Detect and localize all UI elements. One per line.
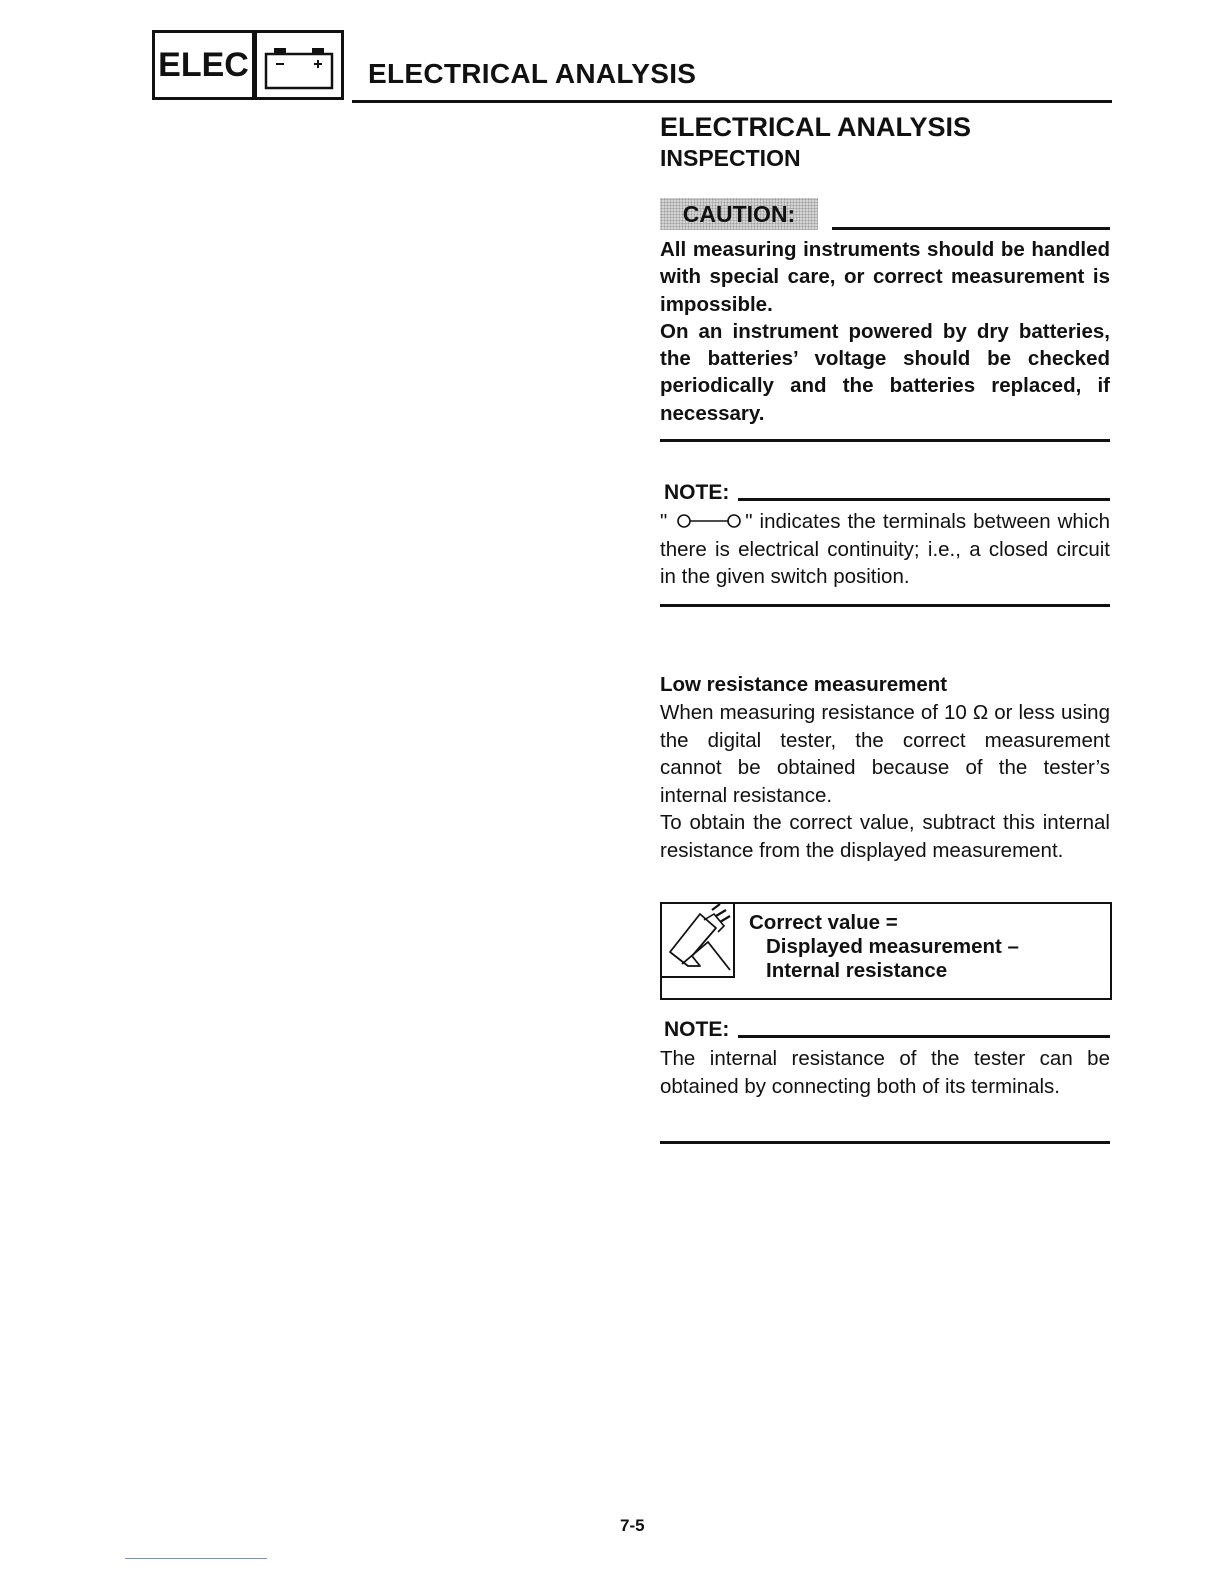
note-label: NOTE: xyxy=(664,481,730,504)
note-text xyxy=(660,508,1110,591)
continuity-symbol-icon xyxy=(673,513,743,529)
low-resistance-paragraph-2: To obtain the correct value, subtract this internal resistance from the displayed measurement. xyxy=(660,811,1110,862)
section-code: ELEC xyxy=(158,46,249,84)
header-title: ELECTRICAL ANALYSIS xyxy=(368,58,697,89)
note-2-text: The internal resistance of the tester can be obtained by connecting both of its terminals. xyxy=(660,1047,1110,1098)
footer-line xyxy=(125,1558,267,1559)
section-tab-divider xyxy=(252,30,257,100)
battery-icon xyxy=(262,40,338,94)
note-quote-open: " xyxy=(660,510,668,533)
spec-formula xyxy=(749,911,1019,983)
note-2-end-rule xyxy=(660,1141,1110,1144)
page-subheading: INSPECTION xyxy=(660,145,801,171)
spec-line-2: Displayed measurement – xyxy=(766,935,1019,958)
caution-paragraph-1: All measuring instruments should be handled with special care, or correct measurement is impossible. xyxy=(660,238,1110,316)
header-rule xyxy=(352,100,1112,103)
caution-label: CAUTION: xyxy=(660,198,818,230)
caution-rule xyxy=(832,227,1110,230)
note-2-label: NOTE: xyxy=(664,1018,730,1041)
caution-end-rule xyxy=(660,439,1110,442)
caution-paragraph-2: On an instrument powered by dry batteries, the batteries’ voltage should be checked periodically and the batteries replaced, if necessary. xyxy=(660,319,1110,425)
caution-text xyxy=(660,236,1110,427)
note-end-rule xyxy=(660,604,1110,607)
page-heading: ELECTRICAL ANALYSIS xyxy=(660,112,972,142)
low-resistance-body xyxy=(660,699,1110,865)
low-resistance-paragraph-1: When measuring resistance of 10 Ω or less using the digital tester, the correct measurement cannot be obtained because of the tester’s internal resistance. xyxy=(660,701,1110,807)
note-2-rule xyxy=(738,1035,1110,1038)
low-resistance-heading: Low resistance measurement xyxy=(660,673,948,696)
note-rule xyxy=(738,498,1110,501)
caliper-icon xyxy=(664,904,732,976)
spec-line-1: Correct value = xyxy=(749,911,898,934)
spec-line-3: Internal resistance xyxy=(766,959,948,982)
page-number: 7-5 xyxy=(620,1516,645,1535)
note-quote-close: " indicates the terminals between which there is electrical continuity; i.e., a closed circuit in the given switch position. xyxy=(660,510,1110,589)
